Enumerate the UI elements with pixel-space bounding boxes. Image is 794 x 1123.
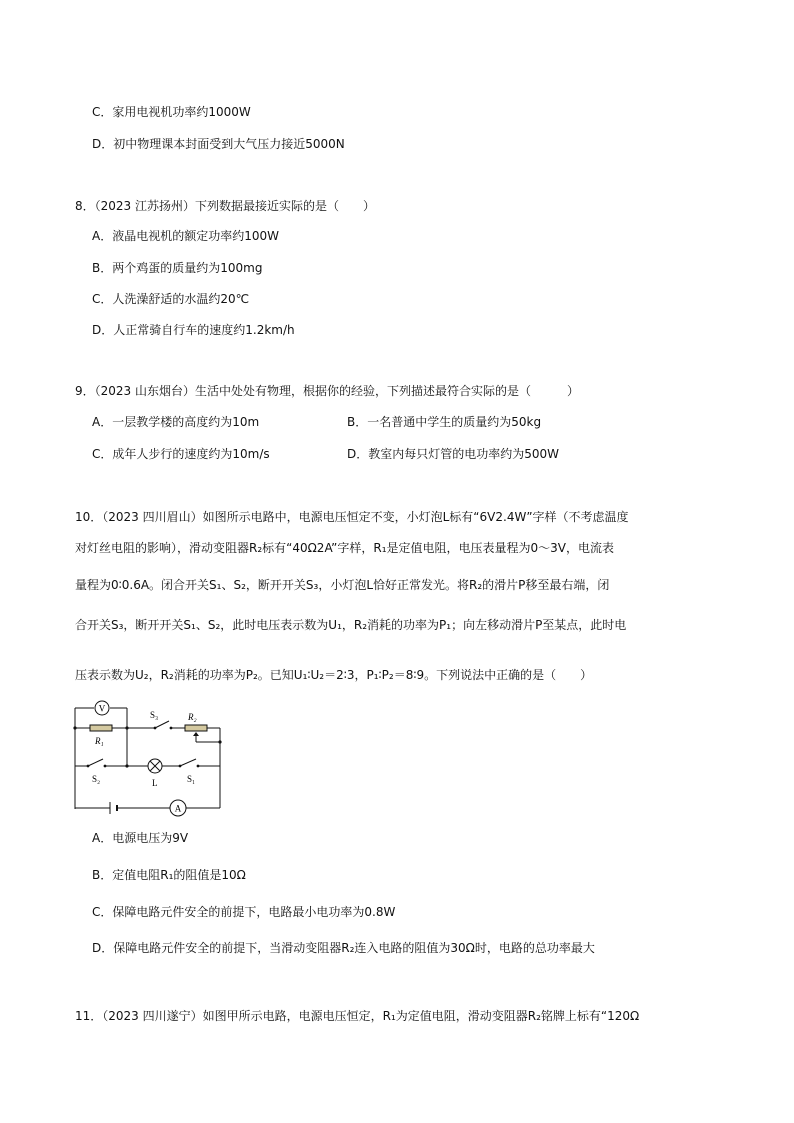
- q7-option-c: C．家用电视机功率约1000W: [92, 105, 251, 119]
- q8-option-a: A．液晶电视机的额定功率约100W: [92, 229, 279, 243]
- q8-option-d: D．人正常骑自行车的速度约1.2km/h: [92, 323, 295, 337]
- s3-label: S₃: [150, 710, 159, 720]
- q11-stem: 11．（2023 四川遂宁）如图甲所示电路，电源电压恒定，R₁为定值电阻，滑动变阻器R₂铭牌上标有“120Ω: [75, 1009, 640, 1023]
- q10-stem-line-3: 量程为0∶0.6A。闭合开关S₁、S₂，断开开关S₃，小灯泡L恰好正常发光。将R₂的滑片P移至最右端，闭: [75, 578, 610, 592]
- q10-option-b: B．定值电阻R₁的阻值是10Ω: [92, 868, 246, 882]
- q7-option-d: D．初中物理课本封面受到大气压力接近5000N: [92, 137, 345, 151]
- q10-option-c: C．保障电路元件安全的前提下，电路最小电功率为0.8W: [92, 905, 396, 919]
- circuit-diagram: [70, 700, 230, 820]
- q9-option-c: C．成年人步行的速度约为10m/s: [92, 447, 270, 461]
- lamp-label: L: [152, 778, 158, 788]
- q10-option-a: A．电源电压为9V: [92, 831, 189, 845]
- s2-label: S₂: [92, 774, 101, 784]
- rheostat-r2-icon: [185, 725, 207, 731]
- voltmeter-label: V: [98, 703, 106, 714]
- s1-label: S₁: [187, 774, 196, 784]
- q9-option-d: D．教室内每只灯管的电功率约为500W: [347, 447, 560, 461]
- q8-option-b: B．两个鸡蛋的质量约为100mg: [92, 261, 263, 275]
- q10-stem-line-5: 压表示数为U₂，R₂消耗的功率为P₂。已知U₁∶U₂＝2∶3，P₁∶P₂＝8∶9。下列说法中正确的是（ ）: [75, 668, 593, 682]
- resistor-r1-icon: [90, 725, 112, 731]
- r1-label: R₁: [95, 736, 104, 746]
- ammeter-label: A: [174, 803, 182, 814]
- q10-option-d: D．保障电路元件安全的前提下，当滑动变阻器R₂连入电路的阻值为30Ω时，电路的总功率最大: [92, 941, 595, 955]
- q10-stem-line-2: 对灯丝电阻的影响），滑动变阻器R₂标有“40Ω2A”字样，R₁是定值电阻，电压表量程为0～3V，电流表: [75, 541, 615, 555]
- q8-stem: 8．（2023 江苏扬州）下列数据最接近实际的是（ ）: [75, 199, 375, 213]
- q9-option-b: B．一名普通中学生的质量约为50kg: [347, 415, 542, 429]
- r2-label: R₂: [188, 712, 197, 722]
- q8-option-c: C．人洗澡舒适的水温约20℃: [92, 292, 250, 306]
- q9-option-a: A．一层教学楼的高度约为10m: [92, 415, 260, 429]
- q9-stem: 9．（2023 山东烟台）生活中处处有物理，根据你的经验，下列描述最符合实际的是（ ）: [75, 384, 579, 398]
- q10-stem-line-4: 合开关S₃，断开开关S₁、S₂，此时电压表示数为U₁，R₂消耗的功率为P₁；向左移动滑片P至某点，此时电: [75, 618, 627, 632]
- q10-stem-line-1: 10．（2023 四川眉山）如图所示电路中，电源电压恒定不变，小灯泡L标有“6V2.4W”字样（不考虑温度: [75, 510, 629, 524]
